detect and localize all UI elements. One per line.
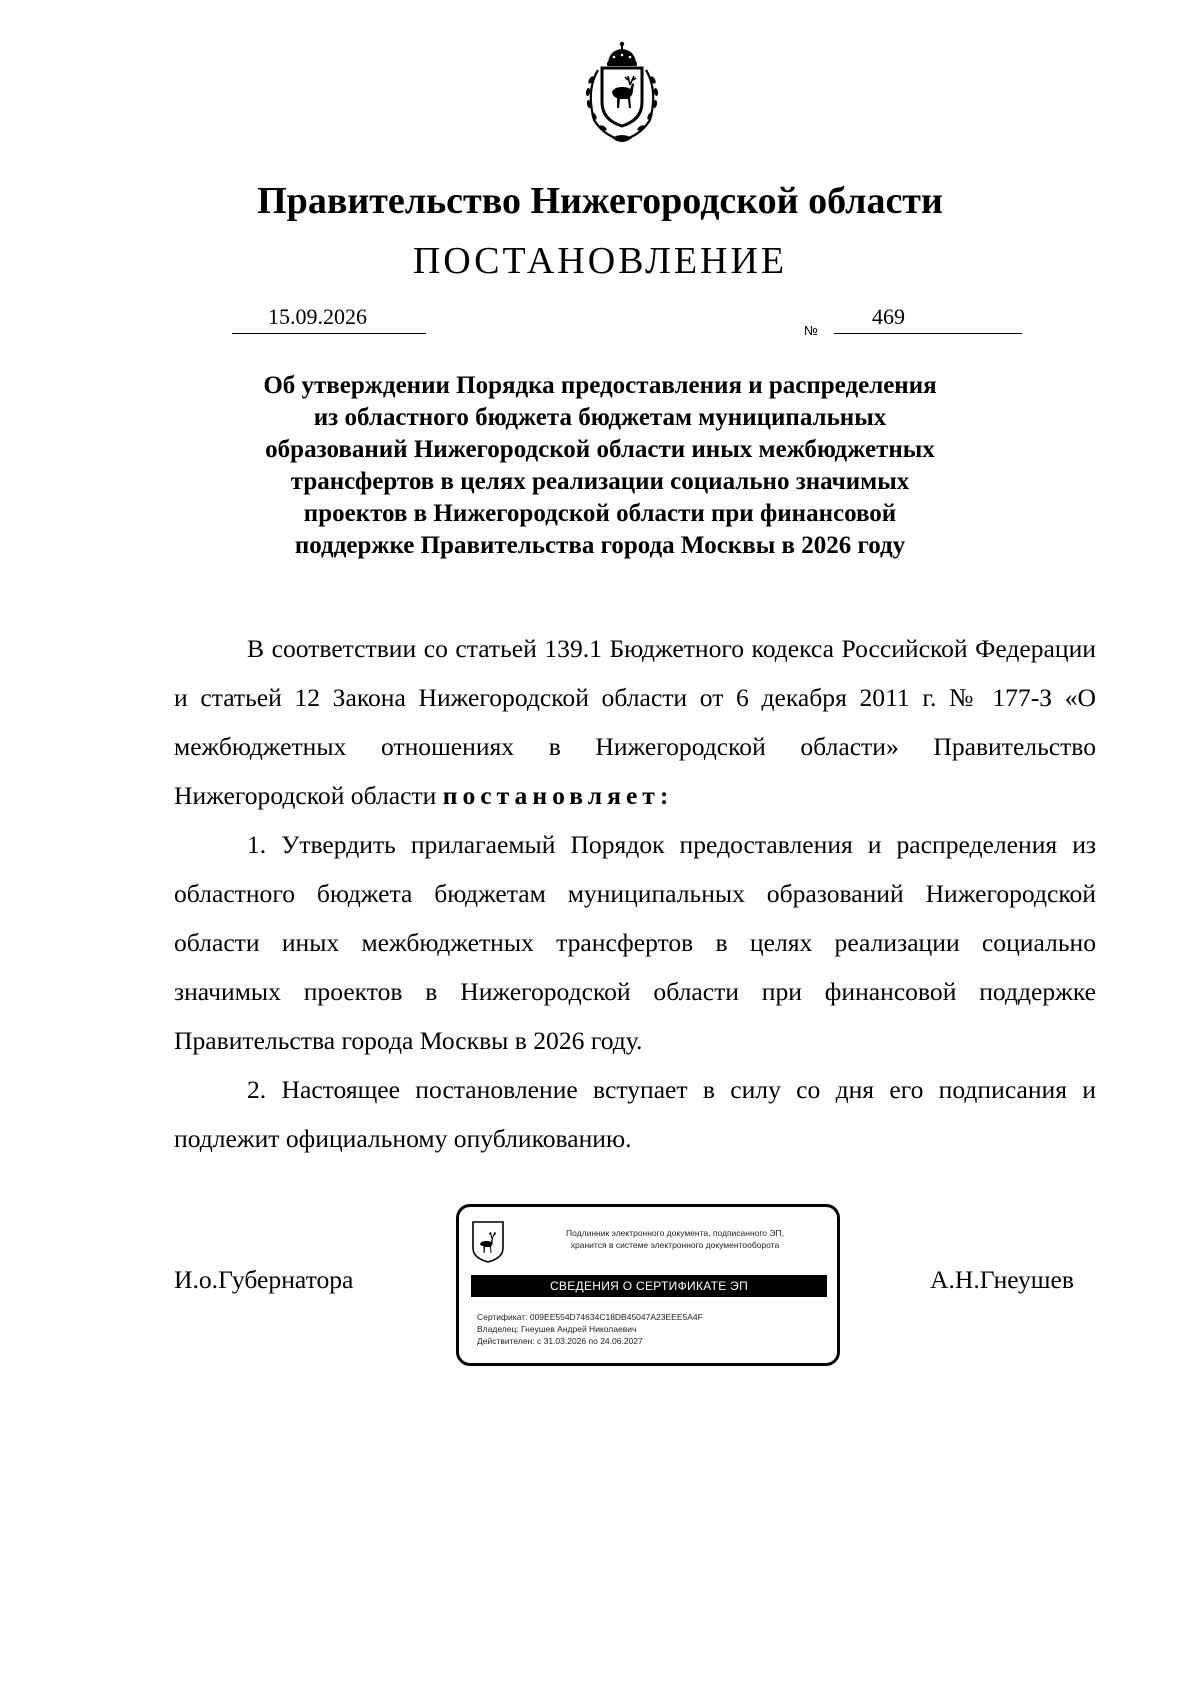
subject-line: трансфертов в целях реализации социально значимых <box>290 468 910 495</box>
document-type: ПОСТАНОВЛЕНИЕ <box>412 240 788 282</box>
coat-of-arms-icon <box>568 40 676 148</box>
signatory-name: А.Н.Гнеушев <box>930 1265 1074 1294</box>
electronic-signature-stamp <box>456 1204 840 1366</box>
stamp-note-line: хранится в системе электронного документооборота <box>570 1240 780 1250</box>
item-2-paragraph: 2. Настоящее постановление вступает в силу со дня его подписания и подлежит официальному опубликованию. <box>174 1075 1096 1153</box>
subject-line: проектов в Нижегородской области при финансовой <box>303 500 897 527</box>
subject-line: образований Нижегородской области иных межбюджетных <box>265 436 935 463</box>
date-field <box>232 304 426 334</box>
certificate-owner: Владелец: Гнеушев Андрей Николаевич <box>477 1324 637 1334</box>
document-subject <box>160 370 1040 562</box>
document-body <box>174 624 1096 1163</box>
preamble-paragraph <box>174 624 1096 820</box>
deer-emblem-icon <box>471 1220 505 1264</box>
certificate-details <box>477 1311 703 1347</box>
number-sign: № <box>804 323 818 338</box>
item-1-paragraph: 1. Утвердить прилагаемый Порядок предоставления и распределения из областного бюджета бюджетам муниципальных образований Нижегородской области иных межбюджетных трансфертов в целях реализации социально значимых проектов в Нижегородской области при финансовой поддержке Правительства города Москвы в 2026 году. <box>174 830 1096 1055</box>
stamp-note <box>519 1227 831 1251</box>
subject-line: из областного бюджета бюджетам муниципальных <box>313 404 887 431</box>
signatory-position: И.о.Губернатора <box>174 1265 354 1294</box>
decree-word: постановляет: <box>442 781 674 810</box>
certificate-id: Сертификат: 009EE554D74634C18DB45047A23EEE5A4F <box>477 1312 703 1322</box>
preamble-text: В соответствии со статьей 139.1 Бюджетного кодекса Российской Федерации и статьей 12 Закона Нижегородской области от 6 декабря 2011 г. № 177-З «О межбюджетных отношениях в Нижегородской области» Правительство Нижегородской области <box>174 634 1096 810</box>
number-field <box>834 304 1022 334</box>
certificate-header: СВЕДЕНИЯ О СЕРТИФИКАТЕ ЭП <box>471 1275 827 1297</box>
document-number: 469 <box>872 304 905 329</box>
subject-line: Об утверждении Порядка предоставления и распределения <box>263 372 937 399</box>
government-title: Правительство Нижегородской области <box>257 180 943 222</box>
certificate-validity: Действителен: с 31.03.2026 по 24.06.2027 <box>477 1336 643 1346</box>
document-date: 15.09.2026 <box>268 304 367 329</box>
stamp-note-line: Подлинник электронного документа, подписанного ЭП, <box>566 1228 784 1238</box>
subject-line: поддержке Правительства города Москвы в 2026 году <box>294 532 906 559</box>
